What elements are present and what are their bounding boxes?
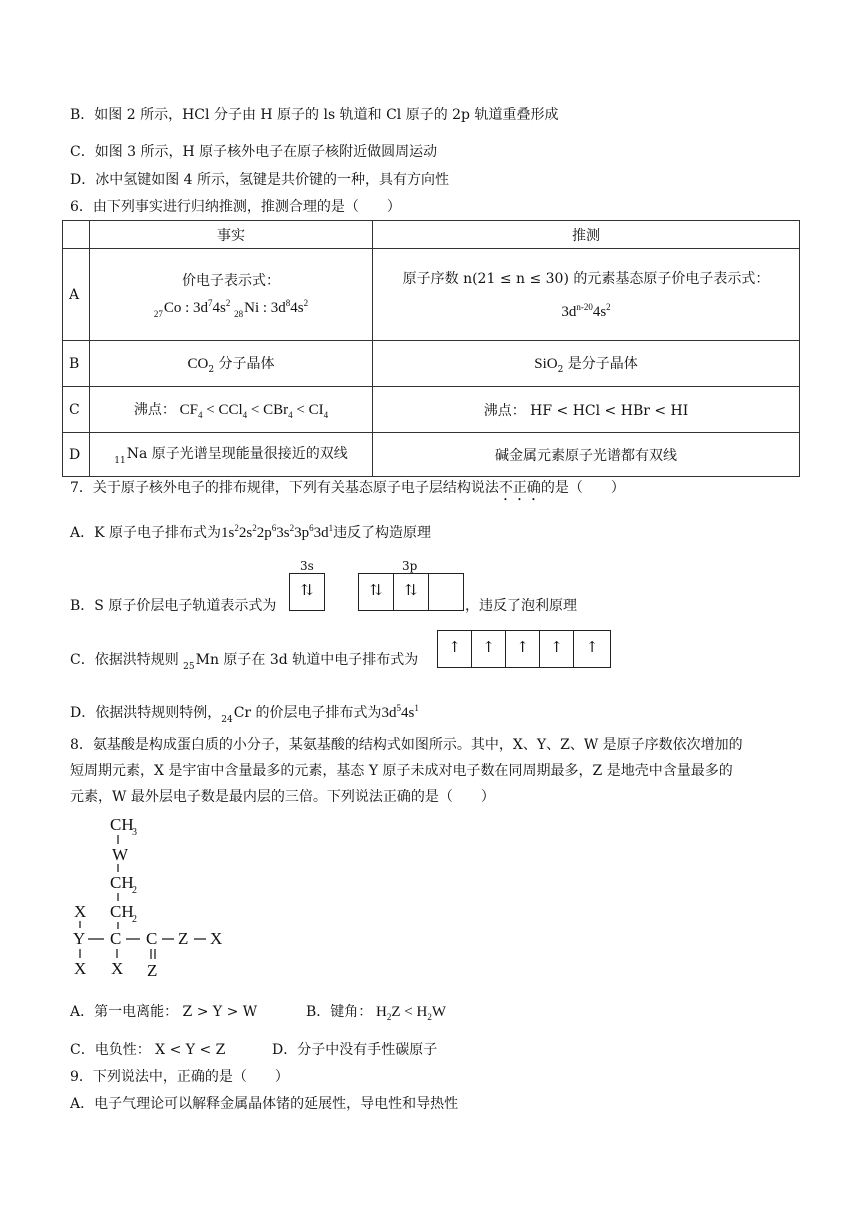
atom-x-bottom-left: X [74,959,87,978]
orbital-3p: ⇅ ⇅ [358,573,464,611]
row-d-guess: 碱金属元素原子光谱都有双线 [373,433,800,477]
option-5b: B．如图 2 所示，HCl 分子由 H 原子的 ls 轨道和 Cl 原子的 2p 轨道重叠形成 [70,107,559,123]
question-8-line-2: 短周期元素，X 是宇宙中含量最多的元素，基态 Y 原子未成对电子数在同周期最多，Z 是地壳中含量最多的 [70,763,733,779]
atom-x-bottom-mid: X [111,959,124,978]
row-c-guess: 沸点： HF < HCl < HBr < HI [373,387,800,433]
option-8b: B．键角： $H_2Z < H_2W$ [306,1004,447,1022]
question-7-stem: 7．关于原子核外电子的排布规律，下列有关基态原子电子层结构说法不正确的是（ ） [70,480,625,496]
row-d-fact: $_{11}$Na 原子光谱呈现能量很接近的双线 [90,433,373,477]
option-7a: A．K 原子电子排布式为$1s^22s^22p^63s^23p^63d^1$违反了构造原理 [70,523,432,541]
orbital-3s: ⇅ [289,573,325,611]
atom-z-bottom: Z [147,961,158,980]
row-c-fact: 沸点： $CF_4 < CCl_4 < CBr_4 < CI_4$ [90,387,373,433]
atom-ch2-a: CH [110,873,134,892]
atom-ch3: CH [110,815,134,834]
q7b-label-3s: 3s [300,559,314,573]
option-7c: C．依据洪特规则 $_{25}$Mn 原子在 3d 轨道中电子排布式为 [70,652,419,672]
option-7b-tail: ，违反了泡利原理 [465,598,577,614]
atom-x-top: X [74,902,87,921]
row-a-guess: 原子序数 n(21 ≤ n ≤ 30) 的元素基态原子价电子表示式： $3d^{n-20}4s^2$ [373,249,800,341]
atom-x-right: X [210,929,223,948]
option-8c: C．电负性： X < Y < Z [70,1042,226,1058]
option-5d: D．冰中氢键如图 4 所示，氢键是共价键的一种，具有方向性 [70,172,450,188]
option-9a: A．电子气理论可以解释金属晶体锗的延展性，导电性和导热性 [70,1096,459,1112]
row-b-guess: SiO$_2$ 是分子晶体 [373,341,800,387]
question-8-line-1: 8．氨基酸是构成蛋白质的小分子，某氨基酸的结构式如图所示。其中，X、Y、Z、W 是原子序数依次增加的 [70,737,743,753]
option-8d: D．分子中没有手性碳原子 [272,1042,438,1058]
atom-z1: Z [178,929,189,948]
row-key-a: A [63,249,90,341]
svg-text:3: 3 [132,827,137,838]
option-7d: D．依据洪特规则特例，$_{24}$Cr 的价层电子排布式为$3d^54s^1$ [70,703,419,725]
question-6-table [62,220,800,477]
option-8a: A．第一电离能： Z > Y > W [70,1004,258,1020]
question-6-stem: 6．由下列事实进行归纳推测，推测合理的是（ ） [70,199,401,215]
question-9-stem: 9．下列说法中，正确的是（ ） [70,1069,289,1085]
option-7b: B．S 原子价层电子轨道表示式为 [70,598,277,614]
amino-acid-structure [70,812,250,982]
atom-ch2-b: CH [110,902,134,921]
atom-y: Y [73,929,86,948]
svg-text:2: 2 [132,885,137,896]
atom-c2: C [146,929,158,948]
row-b-fact: $CO_2$ 分子晶体 [90,341,373,387]
q7b-label-3p: 3p [402,559,418,573]
row-a-fact: 价电子表示式： $_{27}$Co : $3d^74s^2$ $_{28}$Ni : $3d^84s^2$ [90,249,373,341]
header-guess: 推测 [373,221,800,249]
row-key-d: D [63,433,90,477]
atom-c1: C [110,929,122,948]
header-fact: 事实 [90,221,373,249]
orbital-3d: ↑ ↑ ↑ ↑ ↑ [437,630,611,668]
row-key-b: B [63,341,90,387]
option-5c: C．如图 3 所示，H 原子核外电子在原子核附近做圆周运动 [70,144,438,160]
row-key-c: C [63,387,90,433]
atom-w: W [112,845,129,864]
question-8-line-3: 元素，W 最外层电子数是最内层的三倍。下列说法正确的是（ ） [70,789,495,805]
svg-text:2: 2 [132,914,137,925]
